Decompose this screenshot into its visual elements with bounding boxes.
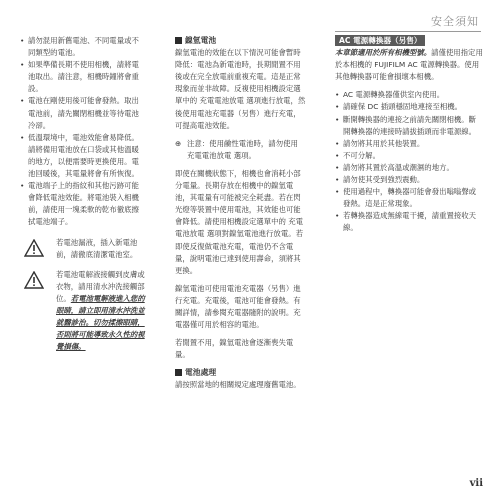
- warning-leak: [20, 237, 146, 261]
- warning-icon: [24, 271, 44, 289]
- list-item: • AC 電源轉換器僅供室內使用。: [335, 89, 483, 101]
- list-item: • 電池在剛使用後可能會發熱。取出電池前，請先關閉相機並等待電池冷卻。: [20, 95, 146, 131]
- warning-text: 若電池電解液接觸到皮膚或衣物，請用清水沖洗接觸部位。: [56, 269, 145, 303]
- column-ac-adapter: [335, 35, 483, 235]
- note-icon: ⊕: [175, 138, 182, 148]
- warning-text: 若電池漏液，插入新電池前，請徹底清潔電池室。: [56, 237, 138, 259]
- nimh-heading: 鎳氫電池: [175, 35, 307, 47]
- warning-emphasis: 若電池電解液進入您的眼睛，請立即用清水沖洗並就醫診治。切勿揉擦眼睛，否則將可能導致永久性的視覺損傷。: [56, 293, 145, 352]
- battery-caution-list: [20, 35, 146, 229]
- warning-electrolyte: [20, 269, 146, 354]
- list-item: • 電池端子上的指紋和其他污跡可能會降低電池效能。將電池裝入相機前，請使用一塊柔軟的乾布徹底擦拭電池端子。: [20, 180, 146, 228]
- note-text: 注意：使用鹼性電池時，請勿使用 充電電池放電 選項。: [187, 138, 298, 160]
- page-number: vii: [469, 478, 483, 489]
- list-item: • 低溫環境中，電池效能會易降低。請將備用電池放在口袋或其他溫暖的地方，以便需要時更換使用。電池回暖後，其電量將會有所恢復。: [20, 132, 146, 180]
- list-item: • 若轉換器造成無線電干擾，請重置接收天線。: [335, 210, 483, 234]
- note: [175, 138, 307, 162]
- paragraph: 鎳氫電池可使用電池充電器（另售）進行充電。充電後，電池可能會發熱。有關詳情，請參閱充電器隨附的說明。充電器僅可用於相容的電池。: [175, 283, 301, 330]
- paragraph: 請按照當地的相關規定處理廢舊電池。: [175, 380, 301, 390]
- paragraph: 即使在關機狀態下，相機也會消耗小部分電量。長期存放在相機中的鎳氫電池，其電量有可能被完全耗盡。若在閃光燈等裝置中使用電池，其效能也可能會降低。請使用相機設定選單中的 充電電池放電 選項對鎳氫電池進行放電。若即使反復做電池充電，電池仍不含電量，說明電池已達到使用壽命，須將其更換。: [175, 168, 303, 275]
- warning-icon: [24, 239, 44, 257]
- list-item: • 請勿將其置於高溫或潮濕的地方。: [335, 162, 483, 174]
- square-bullet-icon: [175, 369, 182, 376]
- paragraph: 鎳氫電池的效能在以下情況可能會暫時降低：電池為新電池時，長期閒置不用後或在完全放電前重複充電。這是正常現象而並非故障。反複使用相機設定選單中的 充電電池放電 選項進行放電，然後使用電池充電器（另售）進行充電，可提高電池效能。: [175, 48, 306, 130]
- list-item: • 請勿將其用於其他裝置。: [335, 138, 483, 150]
- ac-intro: 本章節適用於所有相機型號。請僅使用指定用於本相機的 FUJIFILM AC 電源轉換器。使用其他轉換器可能會損壞本相機。: [335, 48, 483, 82]
- list-item: • 如果準備長期不使用相機，請將電池取出。請注意，相機時鐘將會重設。: [20, 59, 146, 95]
- section-title: 安全須知: [431, 15, 479, 28]
- disposal-heading: 電池處理: [175, 367, 307, 379]
- list-item: • 不可分解。: [335, 150, 483, 162]
- list-item: • 請勿使其受到強烈震動。: [335, 174, 483, 186]
- list-item: • 斷開轉換器的連接之前請先關閉相機。斷開轉換器的連接時請拔插頭而非電源線。: [335, 114, 483, 138]
- list-item: • 請確保 DC 插頭穩固地連接至相機。: [335, 101, 483, 113]
- ac-adapter-list: [335, 89, 483, 234]
- paragraph: 若閒置不用，鎳氫電池會逐漸喪失電量。: [175, 338, 294, 360]
- page-header: [335, 13, 481, 32]
- column-battery-cautions: [20, 35, 146, 353]
- list-item: • 使用過程中，轉換器可能會發出嗡嗡聲或發熱。這是正常現象。: [335, 186, 483, 210]
- column-nimh: [175, 35, 307, 398]
- square-bullet-icon: [175, 37, 182, 44]
- list-item: • 請勿混用新舊電池、不同電量或不同類型的電池。: [20, 35, 146, 59]
- ac-adapter-heading: AC 電源轉換器（另售）: [335, 35, 425, 46]
